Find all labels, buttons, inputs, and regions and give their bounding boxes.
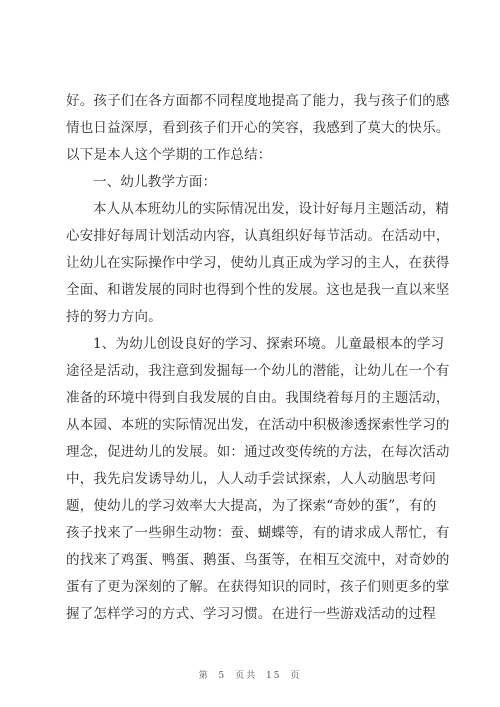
text-line: 握了怎样学习的方式、学习习惯。在进行一些游戏活动的过程 [66,606,436,622]
text-line: 1、为幼儿创设良好的学习、探索环境。儿童最根本的学习 [93,336,445,352]
text-line: 从本园、本班的实际情况出发，在活动中积极渗透探索性学习的 [66,417,450,433]
text-line: 全面、和谐发展的同时也得到个性的发展。这也是我一直以来坚 [66,282,450,298]
section-heading: 一、幼儿教学方面： [93,174,217,190]
footer-mid: 页共 [235,671,258,681]
page-footer [0,668,500,681]
text-line: 中，我先启发诱导幼儿，人人动手尝试探索，人人动脑思考问 [66,471,436,487]
footer-suffix: 页 [290,671,302,681]
text-line: 心安排好每周计划活动内容，认真组织好每节活动。在活动中， [66,228,450,244]
text-line: 好。孩子们在各方面都不同程度地提高了能力，我与孩子们的感 [66,93,450,109]
text-line: 情也日益深厚，看到孩子们开心的笑容，我感到了莫大的快乐。 [66,120,450,136]
text-line: 蛋有了更为深刻的了解。在获得知识的同时，孩子们则更多的掌 [66,579,450,595]
text-line: 题，使幼儿的学习效率大大提高，为了探索“奇妙的蛋”，有的 [66,498,437,514]
text-line: 孩子找来了一些卵生动物：蚕、蝴蝶等，有的请求成人帮忙，有 [66,525,450,541]
text-line: 的找来了鸡蛋、鸭蛋、鹅蛋、鸟蛋等，在相互交流中，对奇妙的 [66,552,450,568]
total-pages: 15 [266,671,282,681]
text-line: 以下是本人这个学期的工作总结： [66,147,272,163]
page-number: 5 [218,671,227,681]
text-line: 本人从本班幼儿的实际情况出发，设计好每月主题活动，精 [93,201,450,217]
footer-prefix: 第 [198,671,210,681]
text-line: 准备的环境中得到自我发展的自由。我围绕着每月的主题活动， [66,390,450,406]
text-line: 让幼儿在实际操作中学习，使幼儿真正成为学习的主人，在获得 [66,255,450,271]
text-line: 持的努力方向。 [66,309,162,325]
text-line: 理念，促进幼儿的发展。如：通过改变传统的方法，在每次活动 [66,444,450,460]
text-line: 途径是活动，我注意到发掘每一个幼儿的潜能，让幼儿在一个有 [66,363,450,379]
body-text [66,88,450,628]
